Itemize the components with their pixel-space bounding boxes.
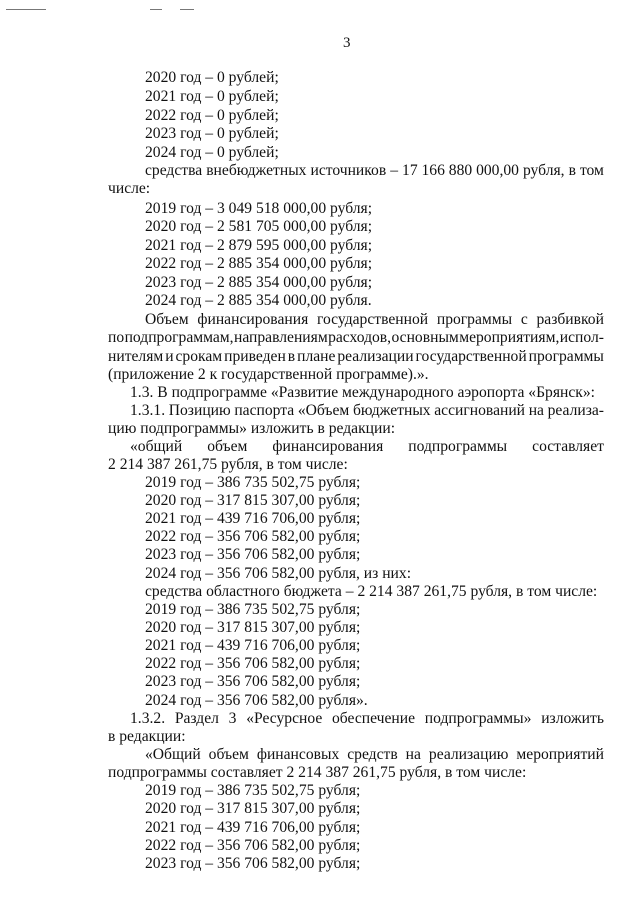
word: на [405, 746, 421, 763]
year-line: 2019 год – 386 735 502,75 рубля; [145, 601, 361, 618]
word: финансирования [197, 311, 309, 328]
text-line: (приложение 2 к государственной программе).». [108, 366, 429, 383]
word: подпрограммы» [424, 710, 532, 727]
word: с [520, 311, 528, 328]
page-number: 3 [343, 35, 351, 51]
text-line: цию подпрограммы» изложить в редакции: [108, 420, 396, 437]
year-line: 2024 год – 356 706 582,00 рубля». [145, 691, 368, 709]
word: бюджетных [352, 402, 431, 419]
word: «общий [130, 438, 183, 455]
word: нителям [108, 348, 164, 365]
word: реализа- [547, 402, 604, 419]
year-line: 2019 год – 3 049 518 000,00 рубля; [145, 200, 373, 217]
year-line: 2022 год – 356 706 582,00 рубля; [145, 655, 361, 673]
word: паспорта [234, 402, 295, 419]
year-line: 2022 год – 2 885 354 000,00 рубля; [145, 255, 373, 273]
word: финансирования [272, 438, 384, 455]
year-line: 2022 год – 356 706 582,00 рубля; [145, 836, 361, 854]
year-line: 2021 год – 439 716 706,00 рубля; [145, 637, 361, 655]
word: «Общий [145, 746, 201, 763]
year-line: 2020 год – 317 815 307,00 рубля; [145, 492, 361, 510]
justified-line [108, 348, 604, 366]
word: в [287, 348, 296, 365]
word: на [528, 402, 544, 419]
scan-artifact-line [150, 9, 162, 10]
year-line: 2021 год – 439 716 706,00 рубля; [145, 510, 361, 528]
word: составляет [532, 438, 604, 455]
text-line: средства областного бюджета – 2 214 387 261,75 рубля, в том числе: [145, 583, 598, 600]
year-line: 2023 год – 356 706 582,00 рубля; [145, 546, 361, 564]
word: мероприятиям, [459, 329, 560, 346]
word: 17 166 880 000,00 [402, 162, 519, 179]
word: приведен [224, 348, 286, 365]
word: внебюджетных [206, 162, 307, 179]
word: разбивкой [536, 311, 604, 328]
year-line: 2019 год – 386 735 502,75 рубля; [145, 782, 361, 799]
word: средства [145, 162, 203, 179]
scan-artifact-line [6, 9, 46, 10]
word: подпрограммам, [124, 329, 234, 346]
justified-line [145, 162, 604, 180]
year-line: 2022 год – 356 706 582,00 рубля; [145, 528, 361, 546]
scan-artifact-line [180, 9, 194, 10]
year-line: 2023 год – 356 706 582,00 рубля; [145, 855, 361, 873]
justified-line [130, 402, 604, 420]
word: по [108, 329, 125, 346]
word: Позицию [168, 402, 231, 419]
year-line: 2020 год – 317 815 307,00 рубля; [145, 800, 361, 818]
word: 3 [228, 710, 237, 727]
text-line: 2 214 387 261,75 рубля, в том числе: [108, 456, 348, 473]
word: Объем [145, 311, 189, 328]
word: государственной [415, 348, 527, 365]
word: основным [391, 329, 459, 346]
word: ассигнований [434, 402, 526, 419]
year-line: 2021 год – 439 716 706,00 рубля; [145, 818, 361, 836]
word: реализацию [428, 746, 509, 763]
year-line: 2020 год – 2 581 705 000,00 рубля; [145, 218, 373, 236]
text-line: подпрограммы составляет 2 214 387 261,75 рубля, в том числе: [108, 764, 527, 781]
word: мероприятий [516, 746, 604, 763]
word: «Объем [297, 402, 350, 419]
section-heading: 1.3. В подпрограмме «Развитие международного аэропорта «Брянск»: [130, 384, 596, 401]
word: изложить [541, 710, 604, 727]
word: объем [208, 746, 249, 763]
year-line: 2019 год – 386 735 502,75 рубля; [145, 474, 361, 491]
word: средств [347, 746, 398, 763]
year-line: 2021 год – 2 879 595 000,00 рубля; [145, 236, 373, 254]
text-line: 2021 год – 0 рублей; [145, 88, 279, 105]
word: плане [297, 348, 336, 365]
text-line: 2024 год – 0 рублей; [145, 144, 279, 161]
word: финансовых [256, 746, 340, 763]
word: обеспечение [332, 710, 416, 727]
word: направлениям [233, 329, 328, 346]
year-line: 2024 год – 2 885 354 000,00 рубля. [145, 292, 372, 309]
word: «Ресурсное [246, 710, 323, 727]
word: и [165, 348, 174, 365]
justified-line [130, 710, 604, 728]
text-line: 2022 год – 0 рублей; [145, 107, 279, 124]
word: реализации [337, 348, 414, 365]
text-line: числе: [108, 180, 151, 197]
word: Раздел [174, 710, 219, 727]
justified-line [108, 329, 604, 347]
word: испол- [559, 329, 604, 346]
word: в [568, 162, 576, 179]
word: 1.3.1. [130, 402, 166, 419]
justified-line [145, 746, 604, 764]
word: источников [310, 162, 387, 179]
text-line: в редакции: [108, 728, 186, 745]
justified-line [130, 438, 604, 456]
word: расходов, [328, 329, 392, 346]
word: рубля, [522, 162, 565, 179]
word: объем [207, 438, 248, 455]
word: программы [528, 348, 604, 365]
word: государственной [316, 311, 429, 328]
year-line: 2024 год – 356 706 582,00 рубля, из них: [145, 564, 412, 582]
word: 1.3.2. [130, 710, 166, 727]
justified-line [145, 311, 604, 329]
text-line: 2020 год – 0 рублей; [145, 69, 279, 86]
word: подпрограммы [408, 438, 508, 455]
word: – [390, 162, 399, 179]
year-line: 2020 год – 317 815 307,00 рубля; [145, 619, 361, 637]
text-line: 2023 год – 0 рублей; [145, 125, 279, 142]
year-line: 2023 год – 356 706 582,00 рубля; [145, 673, 361, 691]
word: срокам [175, 348, 223, 365]
year-line: 2023 год – 2 885 354 000,00 рубля; [145, 273, 373, 291]
word: том [579, 162, 604, 179]
word: программы [436, 311, 513, 328]
